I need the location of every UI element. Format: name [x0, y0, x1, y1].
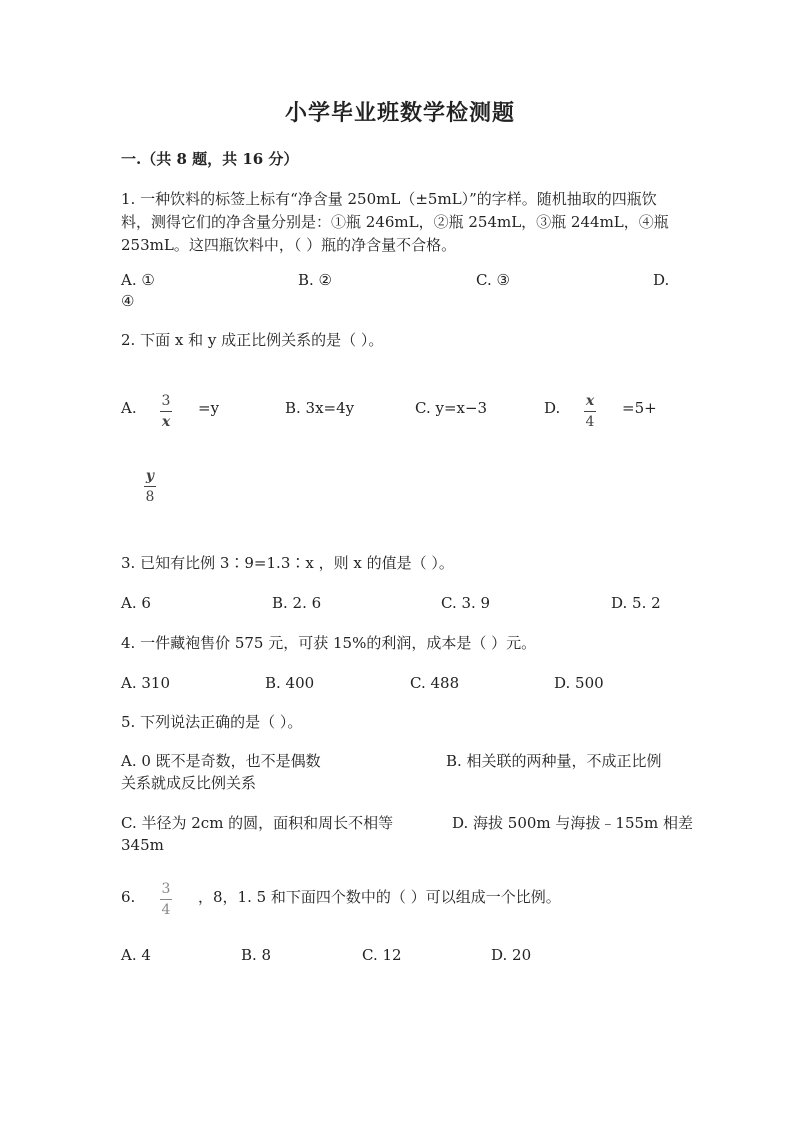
q5-option-c: C. 半径为 2cm 的圆，面积和周长不相等: [121, 814, 394, 832]
q2-option-d-rest: =5+: [622, 399, 657, 417]
fraction-numerator: 3: [161, 393, 171, 409]
question-2-text: 2. 下面 x 和 y 成正比例关系的是（ ）。: [121, 331, 384, 349]
q1-option-d-continued: ④: [121, 292, 135, 310]
fraction-denominator: 4: [585, 414, 595, 430]
fraction-denominator: 4: [161, 902, 171, 918]
page-title: 小学毕业班数学检测题: [284, 100, 515, 126]
q3-option-d: D. 5. 2: [611, 594, 661, 612]
q1-option-c: C. ③: [476, 271, 510, 289]
question-3-text: 3. 已知有比例 3∶9=1.3∶x ，则 x 的值是（ ）。: [121, 554, 454, 572]
question-1-line-2: 料，测得它们的净含量分别是：①瓶 246mL，②瓶 254mL，③瓶 244mL，④瓶: [121, 213, 669, 231]
question-5-text: 5. 下列说法正确的是（ ）。: [121, 713, 303, 731]
fraction-numerator: y: [145, 468, 155, 484]
question-6-label: 6.: [121, 888, 136, 906]
q2-option-c: C. y=x−3: [415, 399, 488, 417]
q1-option-b: B. ②: [298, 271, 333, 289]
fraction-denominator: x: [161, 414, 171, 430]
question-6-text: ，8，1. 5 和下面四个数中的（ ）可以组成一个比例。: [198, 888, 561, 906]
fraction-bar: [160, 411, 172, 412]
q2-option-b: B. 3x=4y: [285, 399, 355, 417]
question-1-line-1: 1. 一种饮料的标签上标有“净含量 250mL（±5mL）”的字样。随机抽取的四瓶饮: [121, 190, 657, 208]
q2-option-d-fraction: [584, 393, 596, 430]
q1-option-d: D.: [653, 271, 670, 289]
q2-option-d-fraction-2: [144, 468, 156, 505]
fraction-bar: [584, 411, 596, 412]
q1-option-a: A. ①: [121, 271, 155, 289]
q4-option-d: D. 500: [554, 674, 604, 692]
question-4-text: 4. 一件藏袍售价 575 元，可获 15%的利润，成本是（ ）元。: [121, 634, 537, 652]
q2-option-a-label: A.: [121, 399, 137, 417]
q5-option-b: B. 相关联的两种量，不成正比例: [446, 752, 662, 770]
fraction-numerator: x: [585, 393, 595, 409]
q5-option-b-continued: 关系就成反比例关系: [121, 774, 257, 792]
q4-option-b: B. 400: [265, 674, 315, 692]
q3-option-a: A. 6: [121, 594, 151, 612]
fraction-bar: [144, 486, 156, 487]
q6-fraction: [160, 881, 172, 918]
fraction-numerator: 3: [161, 881, 171, 897]
q6-option-a: A. 4: [121, 946, 151, 964]
q5-option-a: A. 0 既不是奇数，也不是偶数: [121, 752, 321, 770]
q2-option-d-label: D.: [544, 399, 561, 417]
q3-option-c: C. 3. 9: [441, 594, 491, 612]
q2-option-a-fraction: [160, 393, 172, 430]
question-1-line-3: 253mL。这四瓶饮料中，（ ）瓶的净含量不合格。: [121, 236, 457, 254]
q4-option-c: C. 488: [410, 674, 460, 692]
q6-option-d: D. 20: [491, 946, 532, 964]
fraction-bar: [160, 899, 172, 900]
q2-option-a-rest: =y: [198, 399, 220, 417]
q5-option-d: D. 海拔 500m 与海拔﹣155m 相差: [452, 814, 694, 832]
q6-option-b: B. 8: [241, 946, 272, 964]
q6-option-c: C. 12: [362, 946, 402, 964]
q4-option-a: A. 310: [121, 674, 170, 692]
q5-option-d-continued: 345m: [121, 836, 164, 854]
fraction-denominator: 8: [145, 489, 155, 505]
q3-option-b: B. 2. 6: [272, 594, 322, 612]
section-heading: 一.（共 8 题，共 16 分）: [121, 150, 299, 168]
